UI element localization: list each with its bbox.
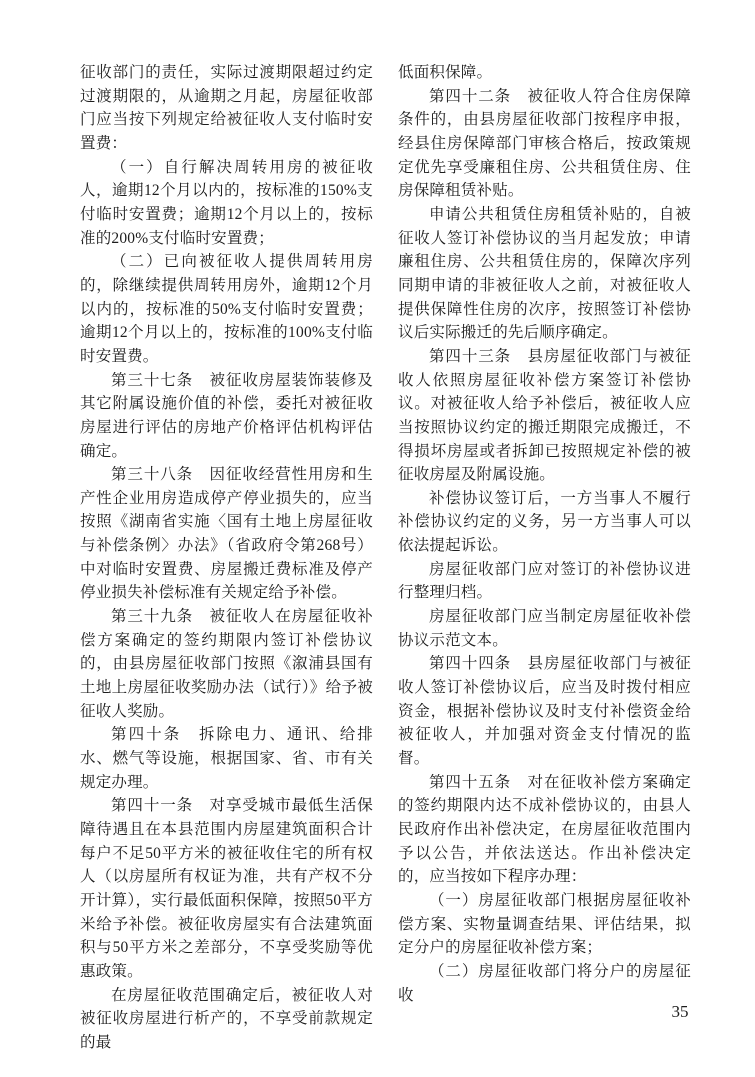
paragraph: 补偿协议签订后，一方当事人不履行补偿协议约定的义务，另一方当事人可以依法提起诉讼。 xyxy=(398,489,691,555)
text-column-right xyxy=(398,61,691,1007)
paragraph: 第四十二条 被征收人符合住房保障条件的，由县房屋征收部门按程序申报，经县住房保障部门审核合格后，按政策规定优先享受廉租住房、公共租赁住房、住房保障租赁补贴。 xyxy=(398,87,691,200)
paragraph: （一）自行解决周转用房的被征收人，逾期12个月以内的，按标准的150%支付临时安置费；逾期12个月以上的，按标准的200%支付临时安置费； xyxy=(80,158,373,247)
paragraph: 第四十条 拆除电力、通讯、给排水、燃气等设施，根据国家、省、市有关规定办理。 xyxy=(80,726,373,791)
paragraph: 第三十八条 因征收经营性用房和生产性企业用房造成停产停业损失的，应当按照《湖南省实施〈国有土地上房屋征收与补偿条例〉办法》（省政府令第268号）中对临时安置费、房屋搬迁费标准及停产停业损失补偿标准有关规定给予补偿。 xyxy=(80,466,373,602)
paragraph: 第四十四条 县房屋征收部门与被征收人签订补偿协议后，应当及时拨付相应资金，根据补偿协议及时支付补偿资金给被征收人，并加强对资金支付情况的监督。 xyxy=(398,655,691,768)
paragraph: 房屋征收部门应当制定房屋征收补偿协议示范文本。 xyxy=(398,608,691,649)
paragraph: 征收部门的责任，实际过渡期限超过约定过渡期限的，从逾期之月起，房屋征收部门应当按下列规定给被征收人支付临时安置费： xyxy=(80,64,373,152)
paragraph: 房屋征收部门应对签订的补偿协议进行整理归档。 xyxy=(398,560,691,602)
paragraph: 第四十一条 对享受城市最低生活保障待遇且在本县范围内房屋建筑面积合计每户不足50平方米的被征收住宅的所有权人（以房屋所有权证为准，共有产权不分开计算），实行最低面积保障，按照50平方米给予补偿。被征收房屋实有合法建筑面积与50平方米之差部分，不享受奖励等优惠政策。 xyxy=(80,797,373,980)
paragraph: 低面积保障。 xyxy=(398,64,493,81)
paragraph: 第四十三条 县房屋征收部门与被征收人依照房屋征收补偿方案签订补偿协议。对被征收人给予补偿后，被征收人应当按照协议约定的搬迁期限完成搬迁，不得损坏房屋或者拆卸已按照规定补偿的被征收房屋及附属设施。 xyxy=(398,347,691,484)
paragraph: 第四十五条 对在征收补偿方案确定的签约期限内达不成补偿协议的，由县人民政府作出补偿决定，在房屋征收范围内予以公告，并依法送达。作出补偿决定的，应当按如下程序办理： xyxy=(398,773,691,886)
paragraph: 第三十七条 被征收房屋装饰装修及其它附属设施价值的补偿，委托对被征收房屋进行评估的房地产价格评估机构评估确定。 xyxy=(80,371,373,460)
paragraph: （二）已向被征收人提供周转用房的，除继续提供周转用房外，逾期12个月以内的，按标准的50%支付临时安置费；逾期12个月以上的，按标准的100%支付临时安置费。 xyxy=(80,253,373,365)
page-number: 35 xyxy=(671,1002,689,1021)
paragraph: 第三十九条 被征收人在房屋征收补偿方案确定的签约期限内签订补偿协议的，由县房屋征收部门按照《溆浦县国有土地上房屋征收奖励办法（试行）》给予被征收人奖励。 xyxy=(80,608,373,720)
paragraph: （二）房屋征收部门将分户的房屋征收 xyxy=(398,962,691,1004)
paragraph: 申请公共租赁住房租赁补贴的，自被征收人签订补偿协议的当月起发放；申请廉租住房、公共租赁住房的，保障次序列同期申请的非被征收人之前，对被征收人提供保障性住房的次序，按照签订补偿协议后实际搬迁的先后顺序确定。 xyxy=(398,205,691,342)
text-column-left xyxy=(80,61,373,1055)
paragraph: 在房屋征收范围确定后，被征收人对被征收房屋进行析产的，不享受前款规定的最 xyxy=(80,986,373,1051)
paragraph: （一）房屋征收部门根据房屋征收补偿方案、实物量调查结果、评估结果，拟定分户的房屋征收补偿方案； xyxy=(398,891,691,957)
